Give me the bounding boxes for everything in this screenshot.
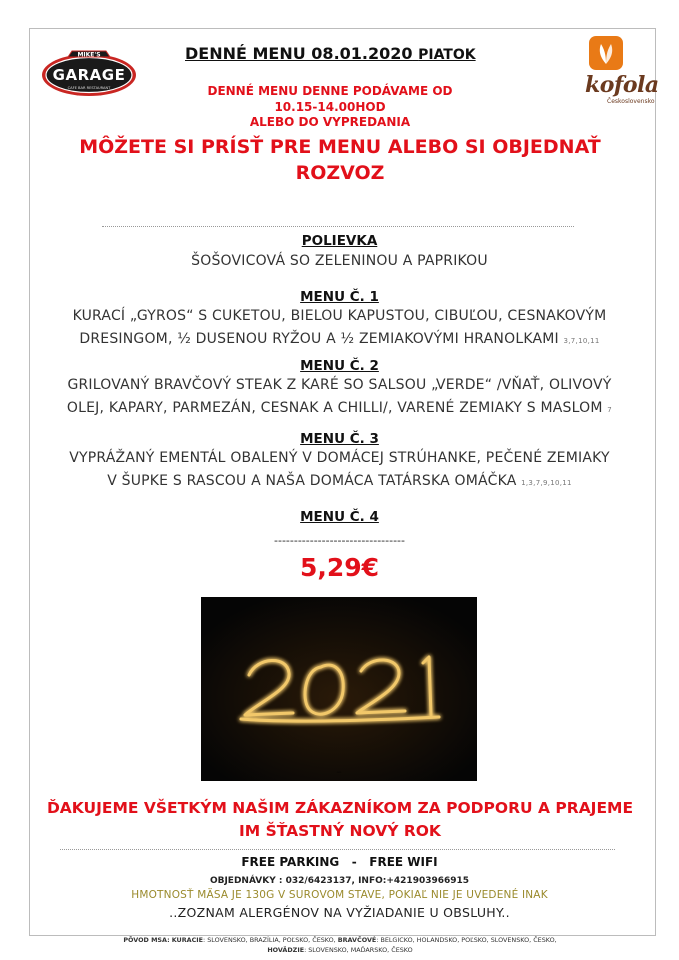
serving-line-2: 10.15-14.00HOD xyxy=(274,99,386,114)
garage-logo-bottom: CAFE BAR RESTAURANT xyxy=(67,86,111,90)
price-divider: --------------------------------- xyxy=(274,534,405,547)
order-contacts: OBJEDNÁVKY : 032/6423137, INFO:+421903966915 xyxy=(209,876,470,886)
garage-logo-top: MIKE'S xyxy=(77,51,101,59)
free-parking-wifi: FREE PARKING - FREE WIFI xyxy=(241,855,438,869)
menu-3-section xyxy=(0,431,679,495)
serving-hours xyxy=(190,84,470,131)
kofola-subtext: Československo xyxy=(607,98,655,105)
thanks-line-2: IM ŠŤASTNÝ NOVÝ ROK xyxy=(239,822,441,840)
soup-section xyxy=(0,233,679,273)
kofola-logo xyxy=(585,36,659,114)
meat-weight-note: HMOTNOSŤ MÄSA JE 130G V SUROVOM STAVE, POKIAĽ NIE JE UVEDENÉ INAK xyxy=(131,889,548,901)
delivery-headline-line-2: ROZVOZ xyxy=(295,162,385,184)
menu-1-line-1: KURACÍ „GYROS“ S CUKETOU, BIELOU KAPUSTOU, CIBUĽOU, CESNAKOVÝM xyxy=(72,308,607,324)
menu-1-line-2: DRESINGOM, ½ DUSENOU RYŽOU A ½ ZEMIAKOVÝMI HRANOLKAMI xyxy=(79,331,559,347)
thanks-line-1: ĎAKUJEME VŠETKÝM NAŠIM ZÁKAZNÍKOM ZA PODPORU A PRAJEME xyxy=(46,799,634,817)
garage-logo xyxy=(40,47,138,99)
page-title xyxy=(185,44,476,63)
delivery-headline-line-1: MÔŽETE SI PRÍSŤ PRE MENU ALEBO SI OBJEDNAŤ xyxy=(79,136,601,158)
menu-2-section xyxy=(0,358,679,422)
menu-4-section xyxy=(0,509,679,525)
menu-3-heading: MENU Č. 3 xyxy=(300,431,379,447)
serving-line-3: ALEBO DO VYPREDANIA xyxy=(249,115,411,129)
origin-label: PÔVOD MSA: xyxy=(123,936,170,944)
menu-2-line-1: GRILOVANÝ BRAVČOVÝ STEAK Z KARÉ SO SALSOU „VERDE“ /VŇAŤ, OLIVOVÝ xyxy=(67,377,612,393)
menu-price: 5,29€ xyxy=(299,553,380,582)
origin-pork: : BELGICKO, HOLANDSKO, POĽSKO, SLOVENSKO, ČESKO, xyxy=(376,936,557,944)
menu-3-line-2: V ŠUPKE S RASCOU A NAŠA DOMÁCA TATÁRSKA OMÁČKA xyxy=(107,473,517,489)
origin-chicken-label: KURACIE xyxy=(171,936,204,944)
photo-caption: 2021 xyxy=(336,772,342,774)
new-year-sparkler-photo xyxy=(201,597,477,781)
allergen-list-note: ..ZOZNAM ALERGÉNOV NA VYŽIADANIE U OBSLUHY.. xyxy=(169,905,510,920)
origin-chicken: : SLOVENSKO, BRAZÍLIA, POĽSKO, ČESKO, xyxy=(203,936,336,944)
origin-beef: : SLOVENSKO, MAĎARSKO, ČESKO xyxy=(304,946,413,954)
menu-3-line-2-wrap xyxy=(0,470,679,495)
kofola-leaf-icon xyxy=(589,36,623,70)
title-date: DENNÉ MENU 08.01.2020 xyxy=(185,44,413,63)
dotted-divider-top xyxy=(102,226,574,227)
menu-2-line-2-wrap xyxy=(0,397,679,422)
menu-1-allergens: 3,7,10,11 xyxy=(563,337,600,345)
kofola-wordmark: kofola xyxy=(585,72,659,98)
menu-1-section xyxy=(0,289,679,353)
meat-origin xyxy=(60,935,620,955)
menu-3-allergens: 1,3,7,9,10,11 xyxy=(521,479,572,487)
title-day: PIATOK xyxy=(418,47,476,63)
soup-text: ŠOŠOVICOVÁ SO ZELENINOU A PAPRIKOU xyxy=(191,253,488,269)
menu-1-line-2-wrap xyxy=(0,328,679,353)
thanks-message xyxy=(40,797,640,843)
menu-4-heading: MENU Č. 4 xyxy=(300,509,379,525)
delivery-headline xyxy=(40,134,640,186)
origin-pork-label: BRAVČOVÉ xyxy=(337,936,377,944)
origin-beef-label: HOVÄDZIE xyxy=(267,946,305,954)
menu-3-line-1: VYPRÁŽANÝ EMENTÁL OBALENÝ V DOMÁCEJ STRÚHANKE, PEČENÉ ZEMIAKY xyxy=(69,450,610,466)
soup-heading: POLIEVKA xyxy=(301,233,378,249)
menu-1-heading: MENU Č. 1 xyxy=(300,289,379,305)
dotted-divider-bottom xyxy=(60,849,615,850)
garage-logo-main: GARAGE xyxy=(52,66,126,84)
menu-2-heading: MENU Č. 2 xyxy=(300,358,379,374)
serving-line-1: DENNÉ MENU DENNE PODÁVAME OD xyxy=(207,84,453,98)
menu-2-allergens: 7 xyxy=(607,406,613,414)
menu-2-line-2: OLEJ, KAPARY, PARMEZÁN, CESNAK A CHILLI/, VARENÉ ZEMIAKY S MASLOM xyxy=(66,400,603,416)
